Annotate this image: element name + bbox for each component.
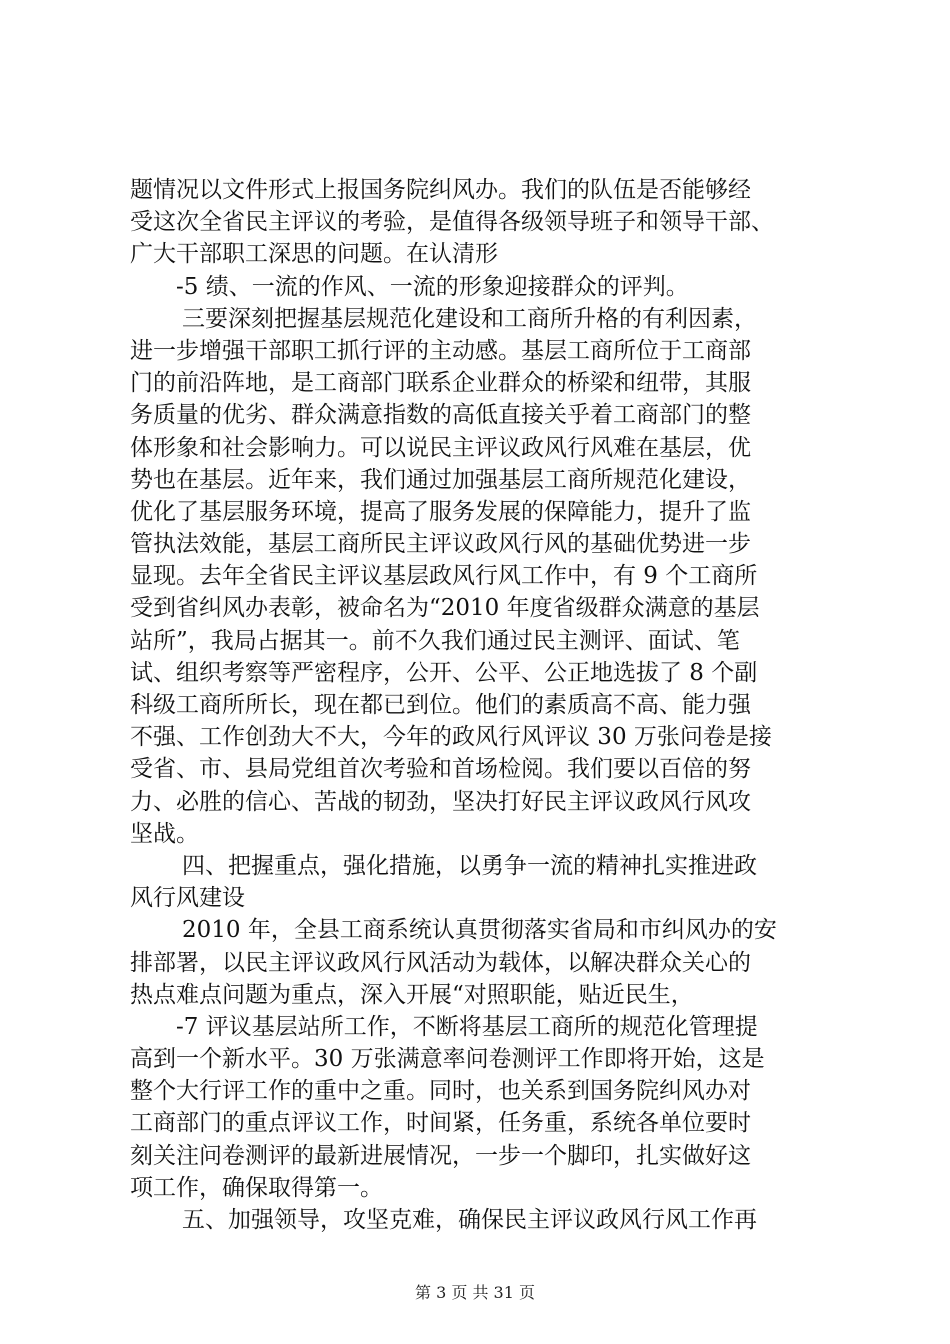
text-line: 势也在基层。近年来，我们通过加强基层工商所规范化建设， <box>130 466 751 493</box>
text-line: 受这次全省民主评议的考验，是值得各级领导班子和领导干部、 <box>130 209 774 236</box>
text-line: 热点难点问题为重点，深入开展“对照职能，贴近民生， <box>130 981 694 1008</box>
text-line: 2010 年，全县工商系统认真贯彻落实省局和市纠风办的安 <box>182 917 777 944</box>
text-line: 风行风建设 <box>130 885 245 912</box>
text-line: 坚战。 <box>130 820 199 847</box>
text-line: 管执法效能，基层工商所民主评议政风行风的基础优势进一步 <box>130 531 751 558</box>
text-line: 工商部门的重点评议工作，时间紧，任务重，系统各单位要时 <box>130 1110 751 1137</box>
text-line: 优化了基层服务环境，提高了服务发展的保障能力，提升了监 <box>130 498 751 525</box>
text-line: 受省、市、县局党组首次考验和首场检阅。我们要以百倍的努 <box>130 756 751 783</box>
text-line: 务质量的优劣、群众满意指数的高低直接关乎着工商部门的整 <box>130 402 751 429</box>
text-line: 不强、工作创劲大不大，今年的政风行风评议 30 万张问卷是接 <box>130 724 772 751</box>
text-line: 刻关注问卷测评的最新进展情况，一步一个脚印，扎实做好这 <box>130 1142 751 1169</box>
text-line: 力、必胜的信心、苦战的韧劲，坚决打好民主评议政风行风攻 <box>130 788 751 815</box>
text-line: 高到一个新水平。30 万张满意率问卷测评工作即将开始，这是 <box>130 1046 765 1073</box>
text-line: 广大干部职工深思的问题。在认清形 <box>130 241 498 268</box>
text-line: -5 绩、一流的作风、一流的形象迎接群众的评判。 <box>176 273 689 300</box>
text-line: 试、组织考察等严密程序，公开、公平、公正地选拔了 8 个副 <box>130 659 758 686</box>
text-line: -7 评议基层站所工作，不断将基层工商所的规范化管理提 <box>176 1013 758 1040</box>
text-line: 三要深刻把握基层规范化建设和工商所升格的有利因素， <box>182 305 757 332</box>
text-line: 题情况以文件形式上报国务院纠风办。我们的队伍是否能够经 <box>130 177 751 203</box>
text-line: 站所”，我局占据其一。前不久我们通过民主测评、面试、笔 <box>130 627 740 654</box>
page-footer: 第 3 页 共 31 页 <box>415 1283 535 1302</box>
text-line: 门的前沿阵地，是工商部门联系企业群众的桥梁和纽带，其服 <box>130 370 751 397</box>
text-line: 项工作，确保取得第一。 <box>130 1174 383 1201</box>
text-line: 显现。去年全省民主评议基层政风行风工作中，有 9 个工商所 <box>130 563 758 590</box>
body-text <box>130 174 830 1236</box>
text-line: 受到省纠风办表彰，被命名为“2010 年度省级群众满意的基层 <box>130 595 760 622</box>
text-line: 进一步增强干部职工抓行评的主动感。基层工商所位于工商部 <box>130 337 751 364</box>
text-line: 体形象和社会影响力。可以说民主评议政风行风难在基层，优 <box>130 434 751 461</box>
text-line: 排部署，以民主评议政风行风活动为载体，以解决群众关心的 <box>130 949 751 976</box>
text-line: 整个大行评工作的重中之重。同时，也关系到国务院纠风办对 <box>130 1078 751 1105</box>
text-line: 科级工商所所长，现在都已到位。他们的素质高不高、能力强 <box>130 692 751 718</box>
text-line: 四、把握重点，强化措施，以勇争一流的精神扎实推进政 <box>182 852 757 879</box>
text-line: 五、加强领导，攻坚克难，确保民主评议政风行风工作再 <box>182 1207 757 1233</box>
